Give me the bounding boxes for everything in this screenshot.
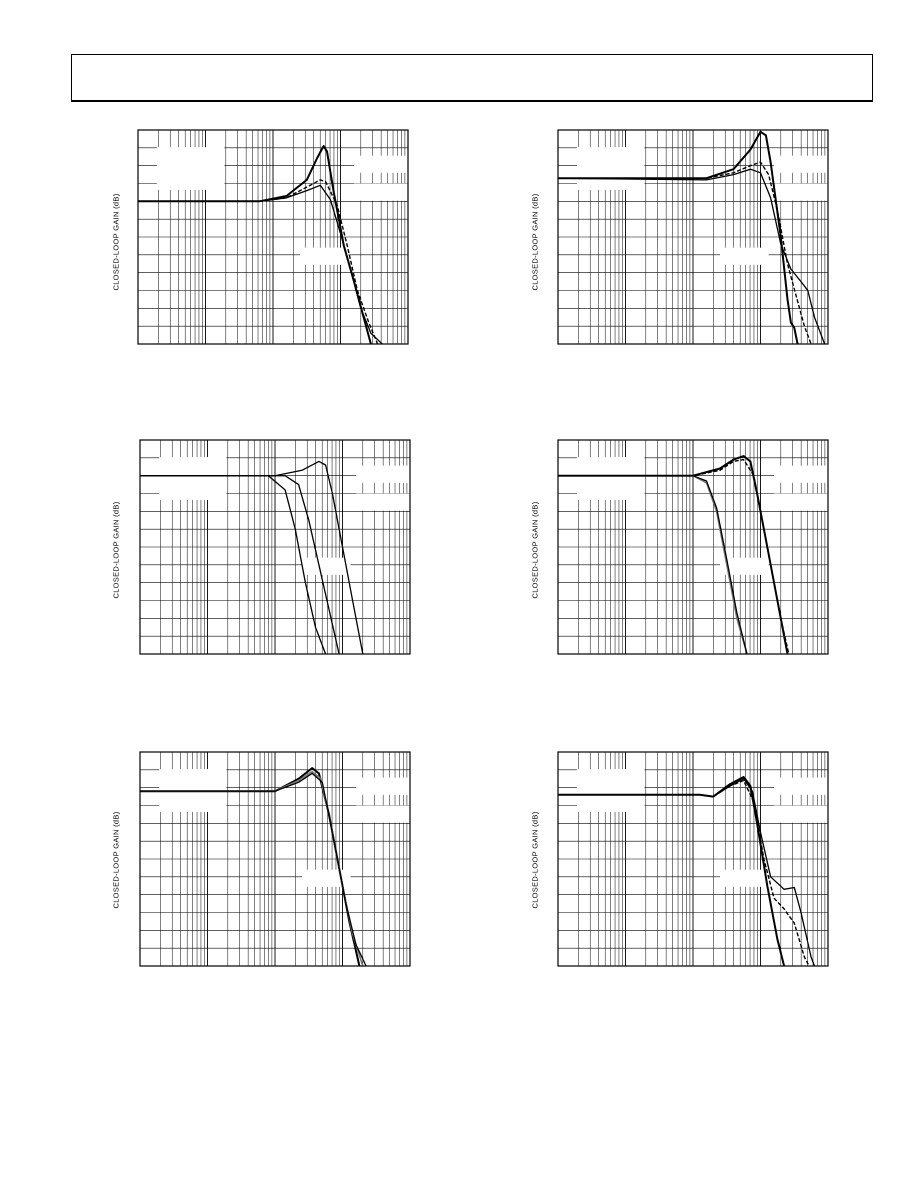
annotation-box <box>354 156 408 173</box>
y-axis-label: CLOSED-LOOP GAIN (dB) <box>111 811 121 909</box>
closed-loop-gain-chart <box>558 440 828 654</box>
y-axis-label: CLOSED-LOOP GAIN (dB) <box>530 193 540 291</box>
annotation-box <box>302 558 351 575</box>
annotation-box <box>157 147 225 190</box>
y-axis-label: CLOSED-LOOP GAIN (dB) <box>530 501 540 599</box>
annotation-box <box>356 806 410 823</box>
page-header-box <box>71 54 873 102</box>
annotation-box <box>577 457 645 500</box>
closed-loop-gain-chart <box>140 440 410 654</box>
closed-loop-gain-chart <box>140 752 410 966</box>
annotation-box <box>577 769 645 812</box>
annotation-box <box>774 184 828 201</box>
annotation-box <box>300 248 349 265</box>
y-axis-label: CLOSED-LOOP GAIN (dB) <box>111 193 121 291</box>
annotation-box <box>774 494 828 511</box>
annotation-box <box>774 156 828 173</box>
annotation-box <box>354 184 408 201</box>
closed-loop-gain-chart <box>138 130 408 344</box>
annotation-box <box>577 147 645 190</box>
annotation-box <box>356 494 410 511</box>
annotation-box <box>302 870 351 887</box>
annotation-box <box>720 870 769 887</box>
y-axis-label: CLOSED-LOOP GAIN (dB) <box>530 811 540 909</box>
annotation-box <box>774 466 828 483</box>
closed-loop-gain-chart <box>558 752 828 966</box>
annotation-box <box>720 248 769 265</box>
annotation-box <box>356 778 410 795</box>
annotation-box <box>774 778 828 795</box>
annotation-box <box>774 806 828 823</box>
y-axis-label: CLOSED-LOOP GAIN (dB) <box>111 501 121 599</box>
annotation-box <box>356 466 410 483</box>
annotation-box <box>159 457 227 500</box>
closed-loop-gain-chart <box>558 130 828 344</box>
